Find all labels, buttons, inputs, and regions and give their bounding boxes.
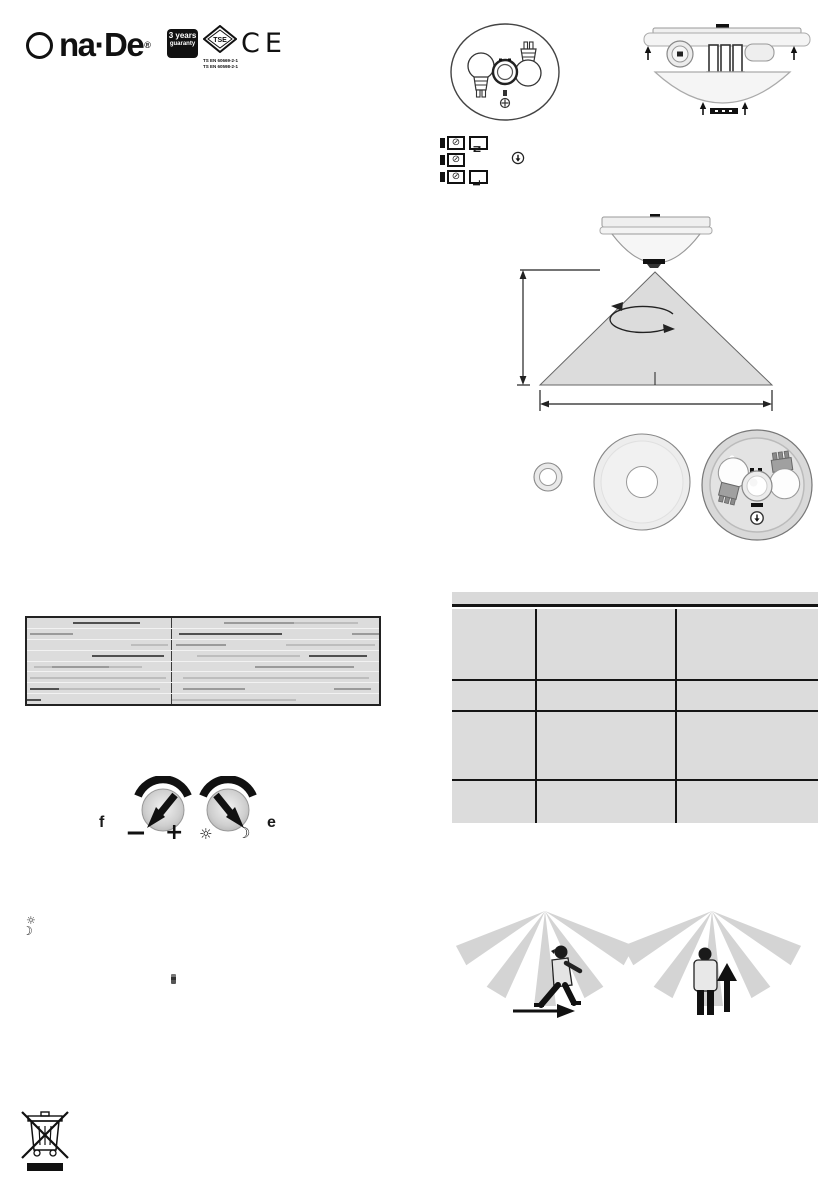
redacted-text-line xyxy=(59,688,160,690)
spec-table-cell xyxy=(27,683,172,693)
gasket-ring xyxy=(534,463,562,491)
redacted-text-line xyxy=(197,655,300,657)
spec-table-cell xyxy=(27,694,172,704)
adjustment-knobs xyxy=(95,772,295,852)
parts-diagram xyxy=(520,424,820,542)
right-table xyxy=(452,592,818,823)
redacted-text-line xyxy=(30,633,73,635)
screw-icon xyxy=(503,90,507,96)
wire-end-icon xyxy=(440,172,445,182)
redacted-text-line xyxy=(179,633,282,635)
guarantee-badge xyxy=(167,29,198,58)
spec-table-cell xyxy=(172,694,379,704)
redacted-text-line xyxy=(183,677,369,679)
right-table-cell xyxy=(452,609,537,679)
redacted-text-line xyxy=(309,655,367,657)
detection-cone xyxy=(540,272,772,385)
registered-mark: ® xyxy=(144,40,151,50)
guarantee-years: 3 years xyxy=(168,31,197,40)
spec-table-cell xyxy=(172,640,379,650)
redacted-text-line xyxy=(334,688,371,690)
right-table-cell xyxy=(677,712,818,779)
sensor-beams-icon xyxy=(456,901,634,1006)
right-table-cell xyxy=(452,681,537,710)
spec-table-row xyxy=(27,661,379,672)
spec-table-cell xyxy=(172,672,379,682)
tse-standard-1: TS EN 60669-2-1 xyxy=(203,58,239,63)
redacted-text-line xyxy=(183,688,245,690)
day-night-icon xyxy=(21,916,43,944)
circled-screw-icon xyxy=(511,151,525,165)
circled-screw-icon xyxy=(751,512,763,524)
tse-diamond-icon xyxy=(203,25,237,53)
weee-bin-icon xyxy=(20,1106,72,1174)
right-table-header xyxy=(452,592,818,604)
right-table-cell xyxy=(537,609,677,679)
right-table-cell xyxy=(677,609,818,679)
redacted-text-line xyxy=(27,699,41,701)
spec-table-cell xyxy=(172,629,379,639)
right-table-cell xyxy=(677,681,818,710)
fixture-assembly-diagram xyxy=(638,18,818,120)
redacted-text-line xyxy=(286,644,375,646)
glass-dome xyxy=(655,72,790,103)
tse-standard-2: TS EN 60598-2-1 xyxy=(203,63,239,69)
redacted-text-line xyxy=(92,655,164,657)
sun-icon: ☼ xyxy=(199,825,213,843)
spec-table-cell xyxy=(27,672,172,682)
spec-table-row xyxy=(27,628,379,639)
right-table-row xyxy=(452,681,818,712)
redacted-text-line xyxy=(30,677,166,679)
wire-end-icon xyxy=(440,155,445,165)
moon-icon: ☽ xyxy=(22,924,33,938)
lux-knob-label: e xyxy=(267,814,276,831)
diffuser-disc xyxy=(594,434,690,530)
nade-logo-circle-icon xyxy=(26,32,53,59)
terminal-label-l: L xyxy=(469,170,488,184)
right-table-row xyxy=(452,781,818,823)
spec-table-row xyxy=(27,693,379,704)
spec-table-cell xyxy=(172,662,379,672)
bulb-icon xyxy=(515,60,541,86)
bulb-icon xyxy=(745,44,774,61)
right-table-cell xyxy=(537,681,677,710)
time-knob-label: f xyxy=(99,814,105,831)
right-table-cell xyxy=(452,781,537,823)
mounting-plate-diagram xyxy=(448,16,564,126)
terminal-row-neutral xyxy=(440,136,550,153)
right-table-grid xyxy=(452,609,818,823)
redacted-text-line xyxy=(52,666,110,668)
redacted-text-line xyxy=(131,644,169,646)
nade-logo xyxy=(26,26,151,64)
redacted-text-line xyxy=(352,633,379,635)
svg-text:TSE: TSE xyxy=(213,37,227,44)
sensor-icon xyxy=(643,259,665,264)
tse-certification xyxy=(203,25,237,67)
brand-name: na·De xyxy=(59,26,144,63)
spec-table-cell xyxy=(172,683,379,693)
redacted-text-line xyxy=(73,622,139,624)
spec-table-row xyxy=(27,618,379,628)
terminal-screw-icon: ⊘ xyxy=(447,153,465,167)
redacted-text-line xyxy=(172,699,296,701)
terminal-row-live xyxy=(440,170,550,187)
right-table-cell xyxy=(537,781,677,823)
right-table-cell xyxy=(537,712,677,779)
spec-table-cell xyxy=(172,618,379,628)
wiring-terminals xyxy=(440,136,550,188)
spec-table-cell xyxy=(27,662,172,672)
guarantee-word: guaranty xyxy=(169,40,196,47)
moon-icon: ☽ xyxy=(237,824,251,842)
spec-table-cell xyxy=(27,651,172,661)
redacted-text-line xyxy=(224,622,294,624)
walk-direction-diagram xyxy=(455,897,805,1029)
right-table-cell xyxy=(452,712,537,779)
terminal-screw-icon: ⊘ xyxy=(447,170,465,184)
bulb-icon xyxy=(468,53,494,79)
diameter-dimension xyxy=(540,390,772,411)
spec-table-row xyxy=(27,671,379,682)
spec-table-cell xyxy=(27,640,172,650)
spec-table-row xyxy=(27,682,379,693)
redacted-text-line xyxy=(176,644,226,646)
right-table-header-rule xyxy=(452,604,818,607)
redacted-text-line xyxy=(30,688,59,690)
ce-mark: CE xyxy=(241,28,287,59)
base-plate-bottom-view xyxy=(702,430,812,540)
right-table-row xyxy=(452,712,818,781)
spec-table xyxy=(25,616,381,706)
tiny-adjustment-icon xyxy=(171,974,176,984)
terminal-screw-icon: ⊘ xyxy=(447,136,465,150)
terminal-row-middle xyxy=(440,153,550,167)
spec-table-row xyxy=(27,639,379,650)
right-table-cell xyxy=(677,781,818,823)
right-table-row xyxy=(452,609,818,681)
sun-icon: ☼ xyxy=(26,914,36,927)
plus-sign: + xyxy=(165,820,184,845)
terminal-label-n: N xyxy=(469,136,488,150)
spec-table-cell xyxy=(172,651,379,661)
minus-sign: − xyxy=(125,818,147,848)
spec-table-cell xyxy=(27,618,172,628)
wire-end-icon xyxy=(440,138,445,148)
redacted-text-line xyxy=(255,666,354,668)
spec-table-row xyxy=(27,650,379,661)
spec-table-cell xyxy=(27,629,172,639)
detection-range-diagram xyxy=(515,200,780,414)
